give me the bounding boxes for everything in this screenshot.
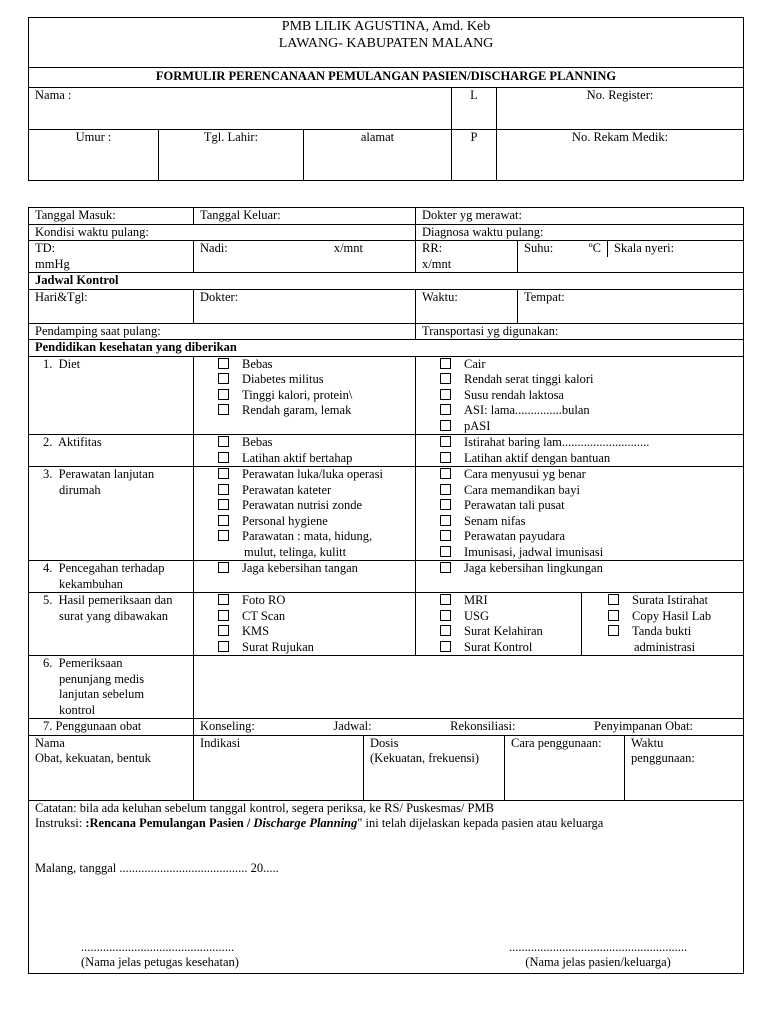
edu-label-line: dirumah <box>59 482 101 497</box>
pendamping-field[interactable] <box>29 323 416 340</box>
kontrol-dokter-label: Dokter: <box>200 289 239 304</box>
option-label-continued: administrasi <box>634 639 696 654</box>
edu-label-line: lanjutan sebelum <box>59 687 145 701</box>
waktu-field[interactable] <box>416 289 518 323</box>
option-label: Surat Rujukan <box>242 639 314 654</box>
edu-num: 6. <box>43 656 53 670</box>
option-item[interactable] <box>440 388 737 404</box>
edu-options-left <box>194 593 416 656</box>
suhu-unit: ºC <box>588 241 601 255</box>
option-label: KMS <box>242 624 270 638</box>
instruksi-prefix: Instruksi: <box>35 816 86 830</box>
option-item[interactable] <box>218 467 409 483</box>
checkbox[interactable] <box>440 625 451 636</box>
tanggal-masuk-label: Tanggal Masuk: <box>35 208 116 222</box>
edu-label-line: surat yang dibawakan <box>59 608 168 623</box>
rr-unit: x/mnt <box>422 256 452 271</box>
col-indikasi[interactable] <box>194 736 364 800</box>
option-item[interactable] <box>218 593 409 609</box>
checkbox[interactable] <box>218 436 229 447</box>
option-item[interactable] <box>218 640 409 656</box>
edu-num: 4. <box>43 561 53 575</box>
col-dosis-line1: Dosis <box>370 735 399 750</box>
col-nama-line2: Obat, kekuatan, bentuk <box>35 751 151 765</box>
jadwal-kontrol-heading: Jadwal Kontrol <box>29 273 744 290</box>
option-label: Cara memandikan bayi <box>464 482 580 497</box>
option-item[interactable] <box>440 419 737 435</box>
edu-options-left <box>194 467 416 561</box>
obat-options-row <box>194 719 744 736</box>
checkbox[interactable] <box>608 625 619 636</box>
form-title: FORMULIR PERENCANAAN PEMULANGAN PASIEN/DISCHARGE PLANNING <box>29 68 744 88</box>
instruksi-suffix: " ini telah dijelaskan kepada pasien atau keluarga <box>357 816 604 830</box>
option-item[interactable] <box>440 372 737 388</box>
checkbox[interactable] <box>218 373 229 384</box>
dokter-merawat-field[interactable] <box>416 208 744 225</box>
rr-field[interactable] <box>416 241 518 273</box>
checkbox[interactable] <box>608 594 619 605</box>
edu-options-right <box>416 356 744 435</box>
option-item[interactable] <box>218 561 409 577</box>
instruksi-text <box>35 816 737 832</box>
option-item[interactable] <box>218 498 409 514</box>
pendidikan-heading: Pendidikan kesehatan yang diberikan <box>29 340 744 357</box>
instruksi-bold: :Rencana Pemulangan Pasien / <box>85 816 254 830</box>
edu-num: 2. <box>43 435 53 449</box>
option-label: Senam nifas <box>464 513 526 528</box>
edu-label-line: Aktifitas <box>57 435 102 449</box>
checkbox[interactable] <box>218 389 229 400</box>
penunjang-input-area[interactable] <box>194 656 744 719</box>
option-label: Diabetes militus <box>242 372 324 386</box>
checkbox[interactable] <box>218 515 229 526</box>
edu-label-line: Pencegahan terhadap <box>58 561 165 575</box>
checkbox[interactable] <box>218 594 229 605</box>
edu-label-aktifitas <box>29 435 194 467</box>
no-rekam-medik-label: No. Rekam Medik: <box>571 130 669 144</box>
transportasi-field[interactable] <box>416 323 744 340</box>
option-item[interactable] <box>440 483 737 499</box>
option-item[interactable] <box>218 529 409 545</box>
option-item[interactable] <box>440 640 575 656</box>
option-label: Foto RO <box>242 593 286 607</box>
option-label: CT Scan <box>242 608 286 623</box>
option-label: ASI: lama...............bulan <box>464 403 590 417</box>
tempat-label: Tempat: <box>524 289 565 304</box>
option-label: Cara menyusui yg benar <box>464 467 586 481</box>
skala-nyeri-field[interactable] <box>608 241 680 257</box>
option-label: Perawatan payudara <box>464 529 565 543</box>
alamat-field[interactable] <box>304 130 452 181</box>
checkbox[interactable] <box>440 610 451 621</box>
checkbox[interactable] <box>218 625 229 636</box>
tanggal-masuk-field[interactable] <box>29 208 194 225</box>
checkbox[interactable] <box>218 610 229 621</box>
edu-label-hasil <box>29 593 194 656</box>
header-box <box>28 17 743 181</box>
option-label: Perawatan nutrisi zonde <box>242 498 363 512</box>
checkbox[interactable] <box>440 546 451 557</box>
edu-label-line: Diet <box>58 356 81 371</box>
checkbox[interactable] <box>608 610 619 621</box>
checkbox[interactable] <box>440 373 451 384</box>
edu-label-perawatan <box>29 467 194 561</box>
option-item[interactable] <box>218 483 409 499</box>
checkbox[interactable] <box>440 530 451 541</box>
option-item[interactable] <box>218 403 409 419</box>
option-item[interactable] <box>218 435 409 451</box>
option-item[interactable] <box>440 609 575 625</box>
col-waktu[interactable] <box>625 736 743 800</box>
edu-num: 5. <box>43 593 53 607</box>
option-item[interactable] <box>218 451 409 467</box>
edu-label-diet <box>29 356 194 435</box>
option-label: USG <box>464 608 490 623</box>
option-label: MRI <box>464 593 488 607</box>
option-label: Surat Kontrol <box>464 639 533 654</box>
option-label: Personal hygiene <box>242 513 328 528</box>
checkbox[interactable] <box>440 420 451 431</box>
edu-options-left <box>194 435 416 467</box>
konseling-label[interactable]: Konseling: <box>200 719 255 733</box>
nadi-unit: x/mnt <box>333 241 363 255</box>
checkbox[interactable] <box>440 515 451 526</box>
option-item[interactable] <box>440 403 737 419</box>
tanggal-keluar-field[interactable] <box>194 208 416 225</box>
edu-options-extra <box>582 593 744 656</box>
col-indikasi-label: Indikasi <box>200 735 241 750</box>
edu-label-line: Hasil pemeriksaan dan <box>58 593 173 607</box>
checkbox[interactable] <box>218 468 229 479</box>
edu-label-line: Perawatan lanjutan <box>58 467 155 481</box>
checkbox[interactable] <box>440 404 451 415</box>
nama-label: Nama : <box>35 88 72 102</box>
option-item[interactable] <box>218 514 409 530</box>
option-label: Parawatan : mata, hidung, <box>242 529 373 543</box>
td-unit: mmHg <box>35 256 70 271</box>
rr-label: RR: <box>422 241 443 255</box>
option-label: pASI <box>464 418 491 433</box>
option-label: Cair <box>464 356 486 371</box>
signature-right[interactable] <box>509 940 687 971</box>
checkbox[interactable] <box>440 641 451 652</box>
checkbox[interactable] <box>440 594 451 605</box>
checkbox[interactable] <box>218 484 229 495</box>
place-date[interactable]: Malang, tanggal ......................................... 20..... <box>35 860 279 875</box>
option-item[interactable] <box>440 451 737 467</box>
checkbox[interactable] <box>218 562 229 573</box>
transportasi-label: Transportasi yg digunakan: <box>422 323 559 338</box>
option-item[interactable] <box>218 388 409 404</box>
kontrol-dokter-field[interactable] <box>194 289 416 323</box>
checkbox[interactable] <box>218 358 229 369</box>
option-label: Copy Hasil Lab <box>632 608 712 623</box>
option-label: Rendah garam, lemak <box>242 403 352 417</box>
edu-options-right <box>416 593 582 656</box>
checkbox[interactable] <box>440 389 451 400</box>
option-item[interactable] <box>440 498 737 514</box>
option-item[interactable] <box>440 561 737 577</box>
checkbox[interactable] <box>218 452 229 463</box>
tgl-lahir-field[interactable] <box>159 130 304 181</box>
edu-options-left <box>194 356 416 435</box>
checkbox[interactable] <box>440 499 451 510</box>
suhu-field[interactable] <box>518 241 608 257</box>
option-item[interactable] <box>608 624 737 640</box>
checkbox[interactable] <box>440 358 451 369</box>
suhu-nyeri-cell <box>518 241 744 273</box>
option-label: Perawatan luka/luka operasi <box>242 467 383 481</box>
obat-subcols <box>194 735 744 800</box>
nadi-field[interactable] <box>194 241 416 273</box>
gender-l[interactable]: L <box>452 88 497 130</box>
col-cara[interactable] <box>505 736 625 800</box>
option-item[interactable] <box>218 609 409 625</box>
institution-location: LAWANG- KABUPATEN MALANG <box>278 36 494 51</box>
col-dosis-line2: (Kekuatan, frekuensi) <box>370 751 479 765</box>
jadwal-label[interactable]: Jadwal: <box>333 719 372 733</box>
option-item[interactable] <box>440 357 737 373</box>
option-item[interactable] <box>608 593 737 609</box>
checkbox[interactable] <box>440 436 451 447</box>
option-item[interactable] <box>218 624 409 640</box>
edu-num: 3. <box>43 467 53 481</box>
penyimpanan-label[interactable]: Penyimpanan Obat: <box>594 719 693 733</box>
edu-options-right <box>416 467 744 561</box>
option-label: Susu rendah laktosa <box>464 387 564 402</box>
skala-nyeri-label: Skala nyeri: <box>614 241 675 255</box>
checkbox[interactable] <box>218 641 229 652</box>
no-rekam-medik-field[interactable] <box>497 130 744 181</box>
signature-label-right: (Nama jelas pasien/keluarga) <box>525 955 671 969</box>
option-label: Jaga kebersihan lingkungan <box>464 561 603 575</box>
col-cara-label: Cara penggunaan: <box>511 735 602 750</box>
kondisi-pulang-field[interactable] <box>29 224 416 241</box>
edu-label-line: kontrol <box>59 702 96 717</box>
option-label: Surat Kelahiran <box>464 624 543 638</box>
tempat-field[interactable] <box>518 289 744 323</box>
suhu-label: Suhu: <box>524 241 554 255</box>
option-item[interactable] <box>440 593 575 609</box>
checkbox[interactable] <box>218 530 229 541</box>
option-label-continued: mulut, telinga, kulitt <box>244 544 347 559</box>
edu-options-right <box>416 435 744 467</box>
signature-label-left: (Nama jelas petugas kesehatan) <box>81 955 239 969</box>
pendamping-label: Pendamping saat pulang: <box>35 323 161 338</box>
signature-line-right: ......................................................... <box>509 939 688 954</box>
option-label: Tinggi kalori, protein\ <box>242 387 353 402</box>
option-label: Perawatan tali pusat <box>464 498 565 512</box>
option-label: Istirahat baring lam............................ <box>464 435 650 449</box>
nama-field[interactable] <box>29 88 452 130</box>
notes-section <box>29 800 744 973</box>
option-label: Latihan aktif bertahap <box>242 450 353 465</box>
edu-label-line: penunjang medis <box>59 671 145 686</box>
signature-line-left: ................................................. <box>81 939 235 954</box>
umur-field[interactable] <box>29 130 159 181</box>
instruksi-italic: Discharge Planning <box>253 816 358 830</box>
checkbox[interactable] <box>218 499 229 510</box>
hari-tgl-label: Hari&Tgl: <box>35 289 88 304</box>
col-dosis[interactable] <box>364 736 505 800</box>
option-label: Bebas <box>242 356 273 371</box>
option-item[interactable] <box>218 372 409 388</box>
checkbox[interactable] <box>218 404 229 415</box>
option-label: Imunisasi, jadwal imunisasi <box>464 544 604 559</box>
edu-label-penunjang <box>29 656 194 719</box>
option-label: Bebas <box>242 435 273 449</box>
td-field[interactable] <box>29 241 194 273</box>
no-register-field[interactable] <box>497 88 744 130</box>
col-nama-obat[interactable] <box>29 735 194 800</box>
edu-label-line: kekambuhan <box>59 576 123 591</box>
catatan-text: Catatan: bila ada keluhan sebelum tanggal kontrol, segera periksa, ke RS/ Puskesmas/ PMB <box>35 800 494 815</box>
option-label: Jaga kebersihan tangan <box>242 561 358 575</box>
option-label: Latihan aktif dengan bantuan <box>464 450 611 465</box>
checkbox[interactable] <box>440 468 451 479</box>
edu-options-left <box>194 561 416 593</box>
col-waktu-line2: penggunaan: <box>631 751 695 765</box>
diagnosa-pulang-field[interactable] <box>416 224 744 241</box>
penggunaan-obat-heading: 7. Penggunaan obat <box>29 719 194 736</box>
umur-label: Umur : <box>75 130 112 144</box>
checkbox[interactable] <box>440 562 451 573</box>
option-item[interactable] <box>608 609 737 625</box>
option-item[interactable] <box>440 467 737 483</box>
rekonsiliasi-label[interactable]: Rekonsiliasi: <box>450 719 516 733</box>
option-item[interactable] <box>440 514 737 530</box>
option-label: Tanda bukti <box>632 624 692 638</box>
option-item[interactable] <box>440 624 575 640</box>
kondisi-pulang-label: Kondisi waktu pulang: <box>35 224 149 239</box>
signature-left[interactable] <box>81 940 239 971</box>
header-table <box>28 17 744 181</box>
edu-options-right <box>416 561 744 593</box>
dokter-merawat-label: Dokter yg merawat: <box>422 208 522 222</box>
tgl-lahir-label: Tgl. Lahir: <box>203 130 259 144</box>
option-item[interactable] <box>440 435 737 451</box>
option-item[interactable] <box>440 529 737 545</box>
option-item[interactable] <box>440 545 737 561</box>
checkbox[interactable] <box>440 452 451 463</box>
option-label: Perawatan kateter <box>242 482 332 497</box>
option-item[interactable] <box>218 357 409 373</box>
col-waktu-line1: Waktu <box>631 735 664 750</box>
hari-tgl-field[interactable] <box>29 289 194 323</box>
edu-label-line: Pemeriksaan <box>58 656 123 670</box>
td-label: TD: <box>35 241 56 255</box>
option-label: Surata Istirahat <box>632 593 709 607</box>
nadi-label: Nadi: <box>200 241 228 255</box>
gender-p[interactable]: P <box>452 130 497 181</box>
diagnosa-pulang-label: Diagnosa waktu pulang: <box>422 224 544 239</box>
institution-name: PMB LILIK AGUSTINA, Amd. Keb <box>281 19 491 34</box>
edu-label-pencegahan <box>29 561 194 593</box>
alamat-label: alamat <box>360 130 395 144</box>
main-form-table <box>28 207 744 974</box>
option-label: Rendah serat tinggi kalori <box>464 372 594 386</box>
tanggal-keluar-label: Tanggal Keluar: <box>200 208 281 222</box>
checkbox[interactable] <box>440 484 451 495</box>
no-register-label: No. Register: <box>586 88 654 102</box>
waktu-label: Waktu: <box>422 289 458 304</box>
col-nama-line1: Nama <box>35 735 65 750</box>
edu-num: 1. <box>43 356 53 371</box>
